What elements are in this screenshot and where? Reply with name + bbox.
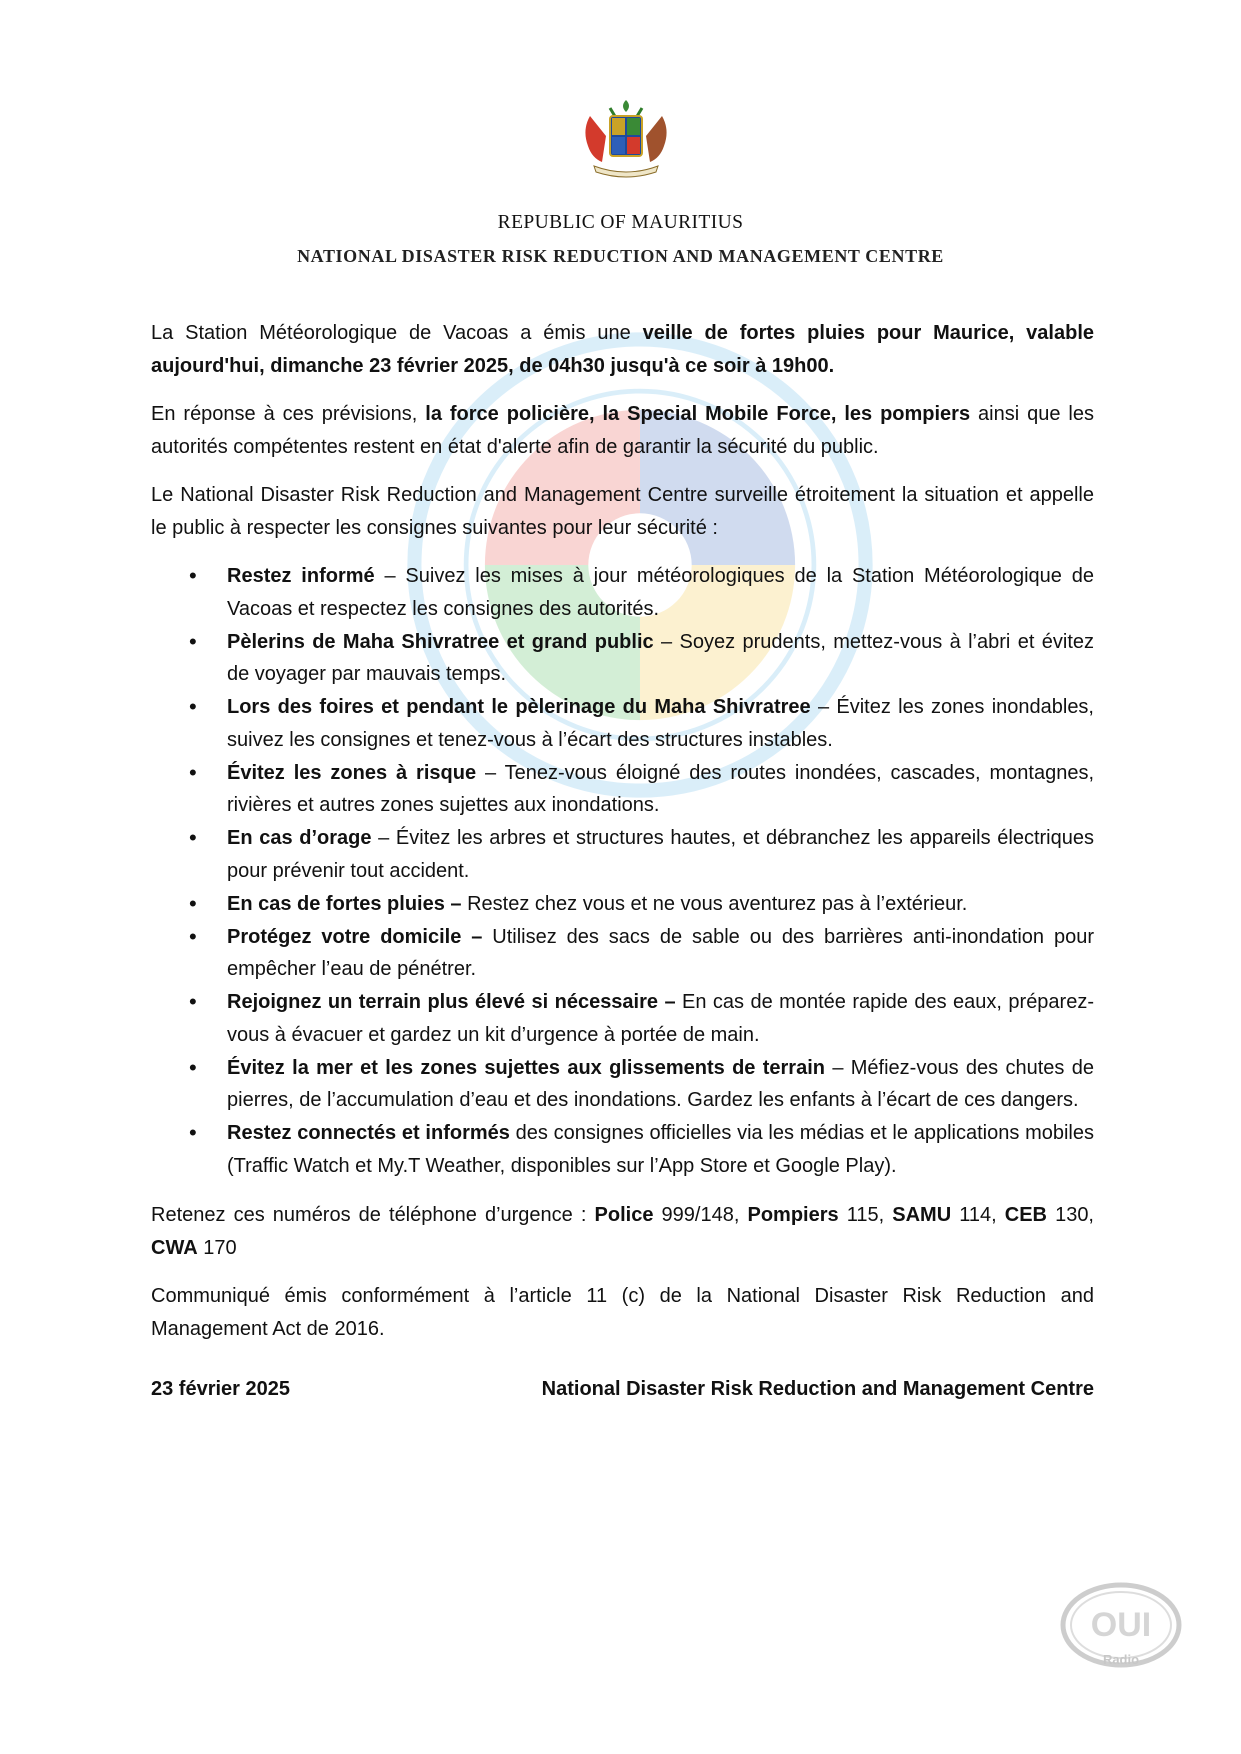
list-item-text: – Évitez les arbres et structures hautes, et débranchez les appareils électriques pour prévenir tout accident. [227, 827, 1094, 882]
list-item-title: Rejoignez un terrain plus élevé si nécessaire – [227, 991, 676, 1013]
list-item-text: Utilisez des sacs de sable ou des barrières anti-inondation pour empêcher l’eau de pénétrer. [227, 925, 1094, 980]
list-item [151, 986, 1094, 1051]
list-item [151, 921, 1094, 986]
mauritius-coat-of-arms-icon [576, 96, 676, 182]
intro-bold: veille de fortes pluies pour Maurice, valable aujourd'hui, dimanche 23 février 2025, de 04h30 jusqu'à ce soir à 19h00. [151, 322, 1094, 377]
list-item [151, 560, 1094, 625]
list-item [151, 691, 1094, 756]
emergency-label: Pompiers [747, 1204, 839, 1226]
footer-date: 23 février 2025 [151, 1378, 291, 1400]
emergency-number: 130, [1046, 1204, 1094, 1226]
list-item-title: Pèlerins de Maha Shivratree et grand public [227, 630, 654, 653]
list-item [151, 757, 1094, 822]
intro-paragraph-1 [151, 317, 1094, 382]
intro-text: La Station Météorologique de Vacoas a émis une [151, 322, 643, 344]
list-item-text: En cas de montée rapide des eaux, préparez-vous à évacuer et gardez un kit d’urgence à portée de main. [227, 991, 1095, 1046]
intro-paragraph-3: Le National Disaster Risk Reduction and Management Centre surveille étroitement la situation et appelle le public à respecter les consignes suivantes pour leur sécurité : [151, 484, 1094, 539]
list-item-title: En cas de fortes pluies – [227, 892, 462, 915]
intro-text: ainsi que les autorités compétentes restent en état d'alerte afin de garantir la sécurité du public. [151, 403, 1094, 458]
emergency-label: Police [594, 1204, 654, 1226]
list-item-title: En cas d’orage [227, 827, 372, 849]
list-item-title: Restez connectés et informés [227, 1122, 510, 1144]
list-item [151, 822, 1094, 887]
intro-bold: la force policière, la Special Mobile Force, les pompiers [425, 403, 971, 425]
footer-signature: National Disaster Risk Reduction and Management Centre [541, 1378, 1094, 1400]
republic-heading: REPUBLIC OF MAURITIUS [497, 212, 744, 233]
communique-body [151, 317, 1094, 1406]
list-item-text: – Méfiez-vous des chutes de pierres, de l’accumulation d’eau et des inondations. Gardez les enfants à l’écart de ces dangers. [227, 1056, 1094, 1111]
list-item-title: Protégez votre domicile – [227, 925, 483, 948]
emergency-number: 115, [838, 1204, 893, 1226]
centre-heading: NATIONAL DISASTER RISK REDUCTION AND MANAGEMENT CENTRE [297, 246, 944, 266]
emergency-number: 999/148, [653, 1204, 748, 1226]
emergency-number: 114, [951, 1204, 1005, 1226]
intro-text: En réponse à ces prévisions, [151, 403, 426, 425]
list-item-text: Restez chez vous et ne vous aventurez pas à l’extérieur. [461, 892, 968, 915]
list-item-title: Restez informé [227, 565, 375, 587]
emergency-numbers-paragraph [151, 1199, 1094, 1264]
list-item-title: Évitez les zones à risque [227, 761, 477, 784]
emergency-label: SAMU [892, 1204, 952, 1226]
list-item-text: des consignes officielles via les médias et le applications mobiles (Traffic Watch et My.T Weather, disponibles sur l’App Store et Google Play). [227, 1122, 1094, 1177]
emergency-number: 170 [197, 1236, 237, 1259]
legal-paragraph: Communiqué émis conformément à l’article 11 (c) de la National Disaster Risk Reduction and Management Act de 2016. [151, 1285, 1094, 1340]
list-item-text: – Soyez prudents, mettez-vous à l’abri et évitez de voyager par mauvais temps. [227, 630, 1095, 685]
list-item [151, 626, 1094, 691]
emergency-label: CEB [1004, 1204, 1047, 1226]
footer-row [151, 1373, 1094, 1406]
oui-radio-logo-icon [1058, 1580, 1184, 1674]
radio-logo-text: OUI [1090, 1606, 1152, 1644]
safety-instructions-list [151, 560, 1094, 1182]
emergency-lead: Retenez ces numéros de téléphone d’urgence : [151, 1204, 595, 1226]
radio-logo-subtext: Radio [1102, 1652, 1140, 1667]
list-item-text: – Tenez-vous éloigné des routes inondées, cascades, montagnes, rivières et autres zones sujettes aux inondations. [227, 761, 1094, 816]
list-item [151, 1052, 1094, 1117]
list-item [151, 1117, 1094, 1182]
list-item-title: Lors des foires et pendant le pèlerinage du Maha Shivratree [227, 696, 811, 718]
list-item-title: Évitez la mer et les zones sujettes aux glissements de terrain [227, 1056, 825, 1079]
list-item-text: – Suivez les mises à jour météorologiques de la Station Météorologique de Vacoas et respectez les consignes des autorités. [227, 565, 1094, 620]
emergency-label: CWA [151, 1236, 198, 1259]
intro-paragraph-2 [151, 398, 1094, 463]
list-item-text: – Évitez les zones inondables, suivez les consignes et tenez-vous à l’écart des structures instables. [227, 696, 1094, 751]
list-item [151, 888, 1094, 921]
